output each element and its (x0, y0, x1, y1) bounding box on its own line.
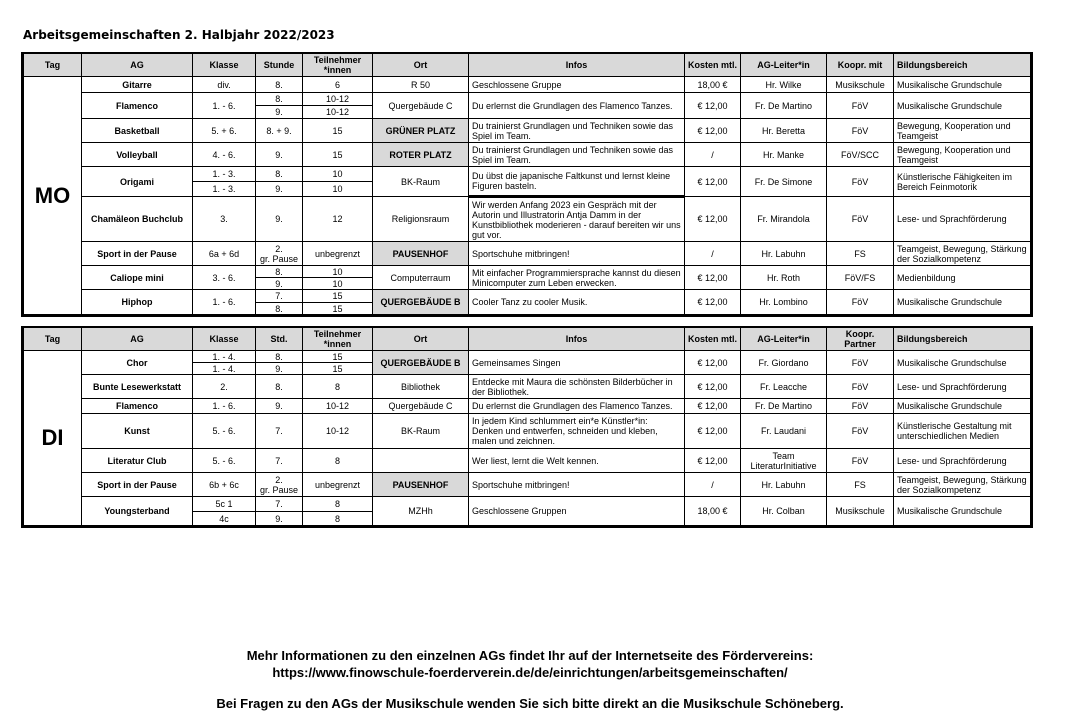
header-cell: Koopr. mit (827, 53, 894, 77)
header-cell: Bildungsbereich (894, 327, 1032, 351)
table-row (23, 93, 1032, 106)
ort (373, 449, 469, 473)
teilnehmer: 10-12 (303, 399, 373, 414)
table-row (23, 473, 1032, 497)
bildungsbereich: Künstlerische Gestaltung mit unterschiedlichen Medien (894, 414, 1032, 449)
leiter: Hr. Labuhn (741, 242, 827, 266)
header-cell: Infos (469, 53, 685, 77)
koop: FöV (827, 399, 894, 414)
bildungsbereich: Lese- und Sprachförderung (894, 449, 1032, 473)
kosten: € 12,00 (685, 167, 741, 197)
stunde: 9. (256, 363, 303, 375)
klasse: 3. - 6. (193, 266, 256, 290)
leiter: Hr. Manke (741, 143, 827, 167)
header-cell: Stunde (256, 53, 303, 77)
table-row (23, 375, 1032, 399)
ag-name: Basketball (82, 119, 193, 143)
info: Du erlernst die Grundlagen des Flamenco Tanzes. (469, 399, 685, 414)
header-cell: Kosten mtl. (685, 53, 741, 77)
leiter: Hr. Colban (741, 497, 827, 527)
info: Gemeinsames Singen (469, 351, 685, 375)
klasse: 5. - 6. (193, 449, 256, 473)
teilnehmer: unbegrenzt (303, 242, 373, 266)
kosten: / (685, 242, 741, 266)
kosten: € 12,00 (685, 119, 741, 143)
bildungsbereich: Lese- und Sprachförderung (894, 197, 1032, 242)
ag-name: Caliope mini (82, 266, 193, 290)
ag-name: Origami (82, 167, 193, 197)
header-cell: Bildungsbereich (894, 53, 1032, 77)
klasse: 5. - 6. (193, 414, 256, 449)
header-cell: Ort (373, 53, 469, 77)
table-row (23, 143, 1032, 167)
info: Du trainierst Grundlagen und Techniken sowie das Spiel im Team. (469, 143, 685, 167)
stunde (256, 242, 303, 266)
info: Du trainierst Grundlagen und Techniken sowie das Spiel im Team. (469, 119, 685, 143)
klasse: 1. - 4. (193, 351, 256, 363)
teilnehmer: 10 (303, 167, 373, 182)
info: Wir werden Anfang 2023 ein Gespräch mit der Autorin und Illustratorin Antja Damm in der Kunstbibliothek moderieren - darauf bereiten wir uns gut vor. (469, 197, 685, 242)
kosten: / (685, 473, 741, 497)
klasse: 4c (193, 512, 256, 527)
ag-name: Volleyball (82, 143, 193, 167)
ag-name: Bunte Lesewerkstatt (82, 375, 193, 399)
table-row (23, 242, 1032, 266)
kosten: € 12,00 (685, 399, 741, 414)
kosten: / (685, 143, 741, 167)
ort: QUERGEBÄUDE B (373, 351, 469, 375)
teilnehmer: 8 (303, 497, 373, 512)
table-row (23, 197, 1032, 242)
leiter: Fr. Leacche (741, 375, 827, 399)
ort: Quergebäude C (373, 93, 469, 119)
kosten: € 12,00 (685, 375, 741, 399)
header-cell: AG-Leiter*in (741, 53, 827, 77)
leiter: Fr. Giordano (741, 351, 827, 375)
ag-name: Hiphop (82, 290, 193, 316)
table-row (23, 77, 1032, 93)
bildungsbereich: Bewegung, Kooperation und Teamgeist (894, 119, 1032, 143)
teilnehmer: 12 (303, 197, 373, 242)
koop: FöV (827, 167, 894, 197)
info: Mit einfacher Programmiersprache kannst du diesen Minicomputer zum Leben erwecken. (469, 266, 685, 290)
stunde: 7. (256, 290, 303, 303)
header-cell: Tag (23, 53, 82, 77)
klasse: 5. + 6. (193, 119, 256, 143)
info: Geschlossene Gruppen (469, 497, 685, 527)
stunde: 8. (256, 375, 303, 399)
footer-musikschule-note: Bei Fragen zu den AGs der Musikschule wenden Sie sich bitte direkt an die Musikschule Schöneberg. (216, 696, 844, 711)
ort: PAUSENHOF (373, 242, 469, 266)
schedule-table-tuesday (21, 326, 1033, 528)
header-cell: Teilnehmer *innen (303, 53, 373, 77)
teilnehmer: unbegrenzt (303, 473, 373, 497)
koop: FöV/FS (827, 266, 894, 290)
header-cell: AG-Leiter*in (741, 327, 827, 351)
kosten: € 12,00 (685, 414, 741, 449)
stunde-line: 2. (275, 474, 283, 485)
kosten: € 12,00 (685, 290, 741, 316)
stunde: 8. (256, 266, 303, 278)
ort: Religionsraum (373, 197, 469, 242)
ort: BK-Raum (373, 414, 469, 449)
koop: FöV (827, 93, 894, 119)
klasse: 2. (193, 375, 256, 399)
stunde: 8. (256, 303, 303, 316)
stunde: 8. + 9. (256, 119, 303, 143)
teilnehmer: 15 (303, 119, 373, 143)
stunde: 8. (256, 77, 303, 93)
info: Sportschuhe mitbringen! (469, 473, 685, 497)
ort: BK-Raum (373, 167, 469, 197)
header-cell: AG (82, 327, 193, 351)
info: Entdecke mit Maura die schönsten Bilderbücher in der Bibliothek. (469, 375, 685, 399)
stunde: 7. (256, 449, 303, 473)
koop: FöV/SCC (827, 143, 894, 167)
leiter: Fr. De Martino (741, 399, 827, 414)
kosten: € 12,00 (685, 351, 741, 375)
table-row (23, 414, 1032, 449)
teilnehmer: 8 (303, 512, 373, 527)
ag-name: Gitarre (82, 77, 193, 93)
leiter: Hr. Wilke (741, 77, 827, 93)
ort: GRÜNER PLATZ (373, 119, 469, 143)
teilnehmer: 10 (303, 278, 373, 290)
header-cell: Kosten mtl. (685, 327, 741, 351)
koop: FöV (827, 290, 894, 316)
bildungsbereich: Künstlerische Fähigkeiten im Bereich Feinmotorik (894, 167, 1032, 197)
info: Sportschuhe mitbringen! (469, 242, 685, 266)
teilnehmer: 10-12 (303, 93, 373, 106)
bildungsbereich: Bewegung, Kooperation und Teamgeist (894, 143, 1032, 167)
stunde (256, 473, 303, 497)
header-cell: Tag (23, 327, 82, 351)
stunde-line: 2. (275, 243, 283, 254)
teilnehmer: 15 (303, 143, 373, 167)
leiter: Hr. Beretta (741, 119, 827, 143)
bildungsbereich: Musikalische Grundschule (894, 93, 1032, 119)
ag-name: Flamenco (82, 93, 193, 119)
footer-info-text: Mehr Informationen zu den einzelnen AGs findet Ihr auf der Internetseite des Fördervereins: (246, 648, 814, 663)
table-row (23, 266, 1032, 278)
klasse: 6a + 6d (193, 242, 256, 266)
table-row (23, 290, 1032, 303)
table-row (23, 351, 1032, 363)
bildungsbereich: Musikalische Grundschulse (894, 351, 1032, 375)
page-title: Arbeitsgemeinschaften 2. Halbjahr 2022/2023 (23, 28, 335, 42)
stunde: 9. (256, 182, 303, 197)
ag-name: Sport in der Pause (82, 242, 193, 266)
header-cell: Klasse (193, 53, 256, 77)
leiter: Team LiteraturInitiative (741, 449, 827, 473)
leiter: Fr. De Martino (741, 93, 827, 119)
teilnehmer: 10 (303, 266, 373, 278)
klasse: 5c 1 (193, 497, 256, 512)
schedule-table-monday (21, 52, 1033, 317)
kosten: € 12,00 (685, 449, 741, 473)
bildungsbereich: Musikalische Grundschule (894, 290, 1032, 316)
klasse: 1. - 6. (193, 93, 256, 119)
stunde: 8. (256, 351, 303, 363)
klasse: 1. - 4. (193, 363, 256, 375)
day-label: MO (23, 77, 82, 316)
teilnehmer: 15 (303, 303, 373, 316)
ort: MZHh (373, 497, 469, 527)
teilnehmer: 10-12 (303, 106, 373, 119)
header-cell: Koopr. Partner (827, 327, 894, 351)
stunde-line: gr. Pause (259, 484, 299, 495)
leiter: Fr. Mirandola (741, 197, 827, 242)
bildungsbereich: Lese- und Sprachförderung (894, 375, 1032, 399)
stunde: 8. (256, 167, 303, 182)
header-cell: Klasse (193, 327, 256, 351)
bildungsbereich: Teamgeist, Bewegung, Stärkung der Sozialkompetenz (894, 242, 1032, 266)
ag-name: Kunst (82, 414, 193, 449)
ort: ROTER PLATZ (373, 143, 469, 167)
ort: Quergebäude C (373, 399, 469, 414)
klasse: div. (193, 77, 256, 93)
teilnehmer: 15 (303, 290, 373, 303)
koop: FöV (827, 351, 894, 375)
stunde: 7. (256, 414, 303, 449)
leiter: Hr. Roth (741, 266, 827, 290)
table-row (23, 449, 1032, 473)
teilnehmer: 8 (303, 375, 373, 399)
day-label: DI (23, 351, 82, 527)
bildungsbereich: Teamgeist, Bewegung, Stärkung der Sozialkompetenz (894, 473, 1032, 497)
teilnehmer: 6 (303, 77, 373, 93)
bildungsbereich: Musikalische Grundschule (894, 399, 1032, 414)
table-row (23, 167, 1032, 182)
ag-name: Youngsterband (82, 497, 193, 527)
info: Geschlossene Gruppe (469, 77, 685, 93)
info: Du erlernst die Grundlagen des Flamenco Tanzes. (469, 93, 685, 119)
stunde: 9. (256, 512, 303, 527)
header-cell: AG (82, 53, 193, 77)
header-cell: Ort (373, 327, 469, 351)
table-header-row (23, 327, 1032, 351)
bildungsbereich: Medienbildung (894, 266, 1032, 290)
koop: FS (827, 242, 894, 266)
leiter: Hr. Labuhn (741, 473, 827, 497)
header-cell: Infos (469, 327, 685, 351)
stunde: 9. (256, 143, 303, 167)
ort: Bibliothek (373, 375, 469, 399)
koop: FöV (827, 414, 894, 449)
table-row (23, 399, 1032, 414)
footer-url-link[interactable]: https://www.finowschule-foerderverein.de/de/einrichtungen/arbeitsgemeinschaften/ (272, 665, 788, 680)
info: Cooler Tanz zu cooler Musik. (469, 290, 685, 316)
bildungsbereich: Musikalische Grundschule (894, 497, 1032, 527)
klasse: 6b + 6c (193, 473, 256, 497)
kosten: € 12,00 (685, 266, 741, 290)
ort: QUERGEBÄUDE B (373, 290, 469, 316)
ag-name: Flamenco (82, 399, 193, 414)
kosten: € 12,00 (685, 93, 741, 119)
ag-name: Literatur Club (82, 449, 193, 473)
stunde: 9. (256, 106, 303, 119)
ort: PAUSENHOF (373, 473, 469, 497)
table-header-row (23, 53, 1032, 77)
klasse: 4. - 6. (193, 143, 256, 167)
ort: Computerraum (373, 266, 469, 290)
leiter: Hr. Lombino (741, 290, 827, 316)
stunde: 7. (256, 497, 303, 512)
koop: Musikschule (827, 77, 894, 93)
klasse: 1. - 6. (193, 290, 256, 316)
header-cell: Std. (256, 327, 303, 351)
kosten: € 12,00 (685, 197, 741, 242)
teilnehmer: 8 (303, 449, 373, 473)
info: Wer liest, lernt die Welt kennen. (469, 449, 685, 473)
koop: FS (827, 473, 894, 497)
stunde: 9. (256, 278, 303, 290)
ag-name: Sport in der Pause (82, 473, 193, 497)
ag-name: Chor (82, 351, 193, 375)
koop: FöV (827, 119, 894, 143)
koop: FöV (827, 449, 894, 473)
leiter: Fr. Laudani (741, 414, 827, 449)
teilnehmer: 15 (303, 363, 373, 375)
teilnehmer: 15 (303, 351, 373, 363)
klasse: 1. - 6. (193, 399, 256, 414)
koop: Musikschule (827, 497, 894, 527)
stunde: 9. (256, 399, 303, 414)
info: Du übst die japanische Faltkunst und lernst kleine Figuren basteln. (469, 167, 685, 197)
kosten: 18,00 € (685, 77, 741, 93)
koop: FöV (827, 197, 894, 242)
leiter: Fr. De Simone (741, 167, 827, 197)
info: In jedem Kind schlummert ein*e Künstler*in: Denken und entwerfen, schneiden und kleben, malen und zeichnen. (469, 414, 685, 449)
ag-name: Chamäleon Buchclub (82, 197, 193, 242)
stunde: 9. (256, 197, 303, 242)
koop: FöV (827, 375, 894, 399)
stunde: 8. (256, 93, 303, 106)
stunde-line: gr. Pause (259, 253, 299, 264)
klasse: 1. - 3. (193, 167, 256, 182)
teilnehmer: 10-12 (303, 414, 373, 449)
header-cell: Teilnehmer *innen (303, 327, 373, 351)
ort: R 50 (373, 77, 469, 93)
bildungsbereich: Musikalische Grundschule (894, 77, 1032, 93)
teilnehmer: 10 (303, 182, 373, 197)
klasse: 1. - 3. (193, 182, 256, 197)
table-row (23, 497, 1032, 512)
kosten: 18,00 € (685, 497, 741, 527)
table-row (23, 119, 1032, 143)
klasse: 3. (193, 197, 256, 242)
